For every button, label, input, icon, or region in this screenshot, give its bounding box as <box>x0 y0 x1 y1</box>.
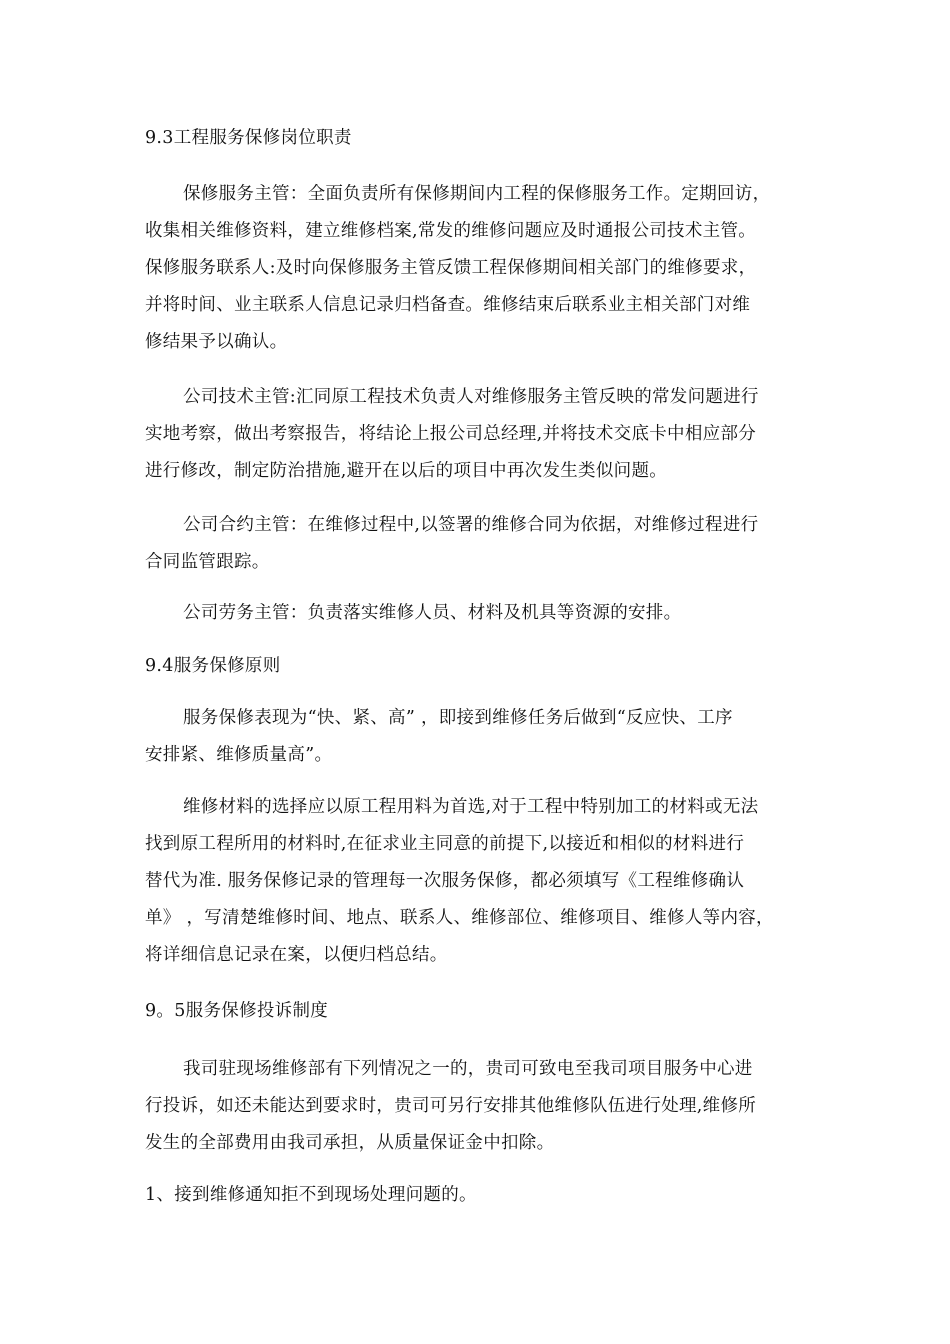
heading-line: 9。5服务保修投诉制度 <box>145 1001 329 1021</box>
paragraph-line: 实地考察，做出考察报告，将结论上报公司总经理,并将技术交底卡中相应部分 <box>145 424 757 444</box>
paragraph-line: 找到原工程所用的材料时,在征求业主同意的前提下,以接近和相似的材料进行 <box>145 834 745 854</box>
paragraph-complaint-system <box>145 1051 815 1162</box>
paragraph-line: 公司技术主管:汇同原工程技术负责人对维修服务主管反映的常发问题进行 <box>183 387 759 407</box>
paragraph-service-principle <box>145 700 815 774</box>
paragraph-line: 修结果予以确认。 <box>145 332 288 352</box>
paragraph-line: 单》 ，写清楚维修时间、地点、联系人、维修部位、维修项目、维修人等内容， <box>145 908 774 928</box>
paragraph-line: 保修服务主管：全面负责所有保修期间内工程的保修服务工作。定期回访， <box>183 184 771 204</box>
paragraph-materials-and-records <box>145 789 815 974</box>
paragraph-maintenance-supervisor <box>145 176 815 361</box>
paragraph-line: 进行修改，制定防治措施,避开在以后的项目中再次发生类似问题。 <box>145 461 668 481</box>
paragraph-line: 服务保修表现为“快、紧、高” ，即接到维修任务后做到“反应快、工序 <box>183 708 733 728</box>
paragraph-line: 保修服务联系人:及时向保修服务主管反馈工程保修期间相关部门的维修要求， <box>145 258 757 278</box>
paragraph-line: 将详细信息记录在案，以便归档总结。 <box>145 945 448 965</box>
paragraph-line: 发生的全部费用由我司承担，从质量保证金中扣除。 <box>145 1133 555 1153</box>
section-heading-9-5 <box>145 993 815 1030</box>
paragraph-line: 公司劳务主管：负责落实维修人员、材料及机具等资源的安排。 <box>183 603 682 623</box>
paragraph-line: 维修材料的选择应以原工程用料为首选,对于工程中特别加工的材料或无法 <box>183 797 759 817</box>
list-item-text: 1、接到维修通知拒不到现场处理问题的。 <box>145 1185 477 1205</box>
list-item-1 <box>145 1177 815 1214</box>
paragraph-line: 合同监管跟踪。 <box>145 552 270 572</box>
paragraph-line: 公司合约主管：在维修过程中,以签署的维修合同为依据，对维修过程进行 <box>183 515 759 535</box>
paragraph-line: 收集相关维修资料，建立维修档案,常发的维修问题应及时通报公司技术主管。 <box>145 221 757 241</box>
paragraph-technical-supervisor <box>145 379 815 490</box>
paragraph-contract-supervisor <box>145 507 815 581</box>
section-heading-9-3 <box>145 120 815 157</box>
heading-line: 9.3工程服务保修岗位职责 <box>145 128 352 148</box>
heading-line: 9.4服务保修原则 <box>145 656 281 676</box>
section-heading-9-4 <box>145 648 815 685</box>
paragraph-line: 我司驻现场维修部有下列情况之一的，贵司可致电至我司项目服务中心进 <box>183 1059 753 1079</box>
paragraph-line: 安排紧、维修质量高”。 <box>145 745 333 765</box>
paragraph-line: 行投诉，如还未能达到要求时，贵司可另行安排其他维修队伍进行处理,维修所 <box>145 1096 757 1116</box>
paragraph-line: 替代为准. 服务保修记录的管理每一次服务保修，都必须填写《工程维修确认 <box>145 871 745 891</box>
paragraph-line: 并将时间、业主联系人信息记录归档备查。维修结束后联系业主相关部门对维 <box>145 295 751 315</box>
paragraph-labor-supervisor <box>145 595 815 632</box>
